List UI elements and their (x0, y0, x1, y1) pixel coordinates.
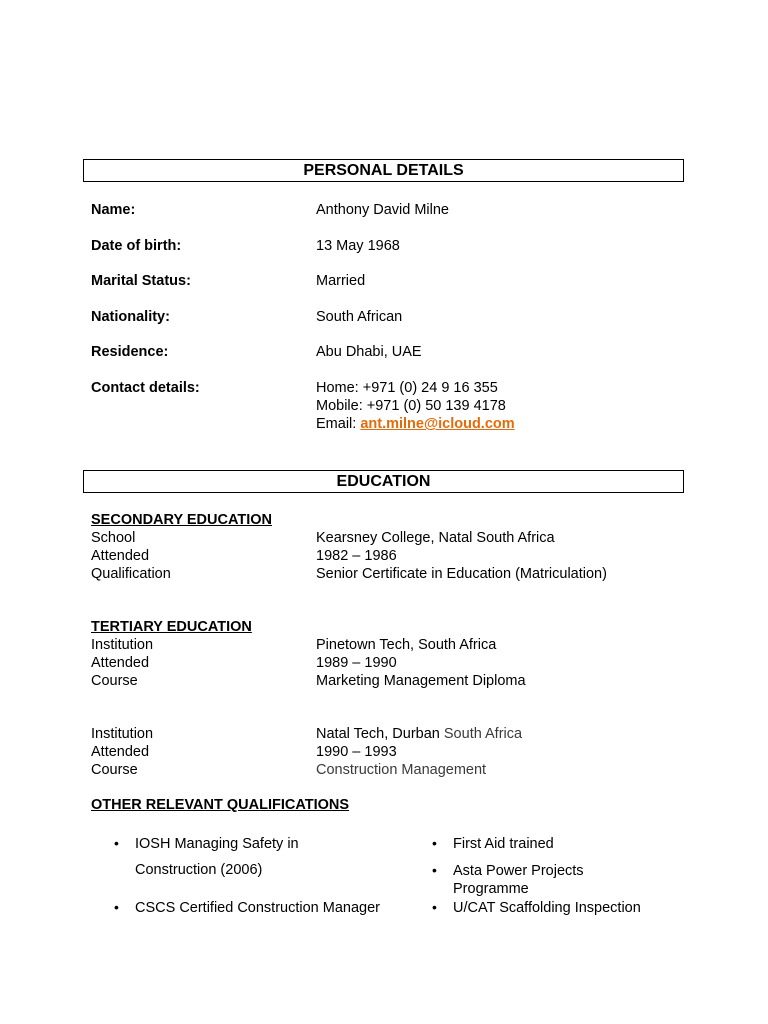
dob-value: 13 May 1968 (316, 238, 400, 254)
attended-2-label: Attended (91, 744, 150, 760)
course-2-label: Course (91, 762, 138, 778)
dob-label: Date of birth: (91, 238, 182, 254)
attended-2-value: 1990 – 1993 (316, 744, 397, 760)
home-phone: Home: +971 (0) 24 9 16 355 (316, 380, 498, 396)
residence-value: Abu Dhabi, UAE (316, 344, 422, 360)
bullet-icon: • (432, 835, 437, 851)
name-value: Anthony David Milne (316, 202, 449, 218)
tertiary-education-heading: TERTIARY EDUCATION (91, 619, 252, 635)
secondary-education-heading: SECONDARY EDUCATION (91, 512, 272, 528)
tertiary-attended-value: 1989 – 1990 (316, 655, 397, 671)
secondary-attended-label: Attended (91, 548, 150, 564)
list-item (453, 835, 554, 853)
list-item-text: CSCS Certified Construction Manager (135, 900, 380, 916)
list-item (453, 862, 584, 898)
bullet-icon: • (432, 899, 437, 915)
personal-details-heading: PERSONAL DETAILS (83, 159, 684, 182)
list-item-text: First Aid trained (453, 836, 554, 852)
other-qualifications-heading: OTHER RELEVANT QUALIFICATIONS (91, 797, 350, 813)
institution-2-value (316, 726, 522, 742)
list-item-text: U/CAT Scaffolding Inspection (453, 900, 641, 916)
contact-details-label: Contact details: (91, 380, 200, 396)
list-item-text: Asta Power Projects (453, 863, 584, 879)
list-item (135, 899, 380, 917)
list-item (135, 835, 299, 879)
course-2-value: Construction Management (316, 762, 487, 778)
bullet-icon: • (114, 835, 119, 851)
institution-value: Pinetown Tech, South Africa (316, 637, 497, 653)
secondary-attended-value: 1982 – 1986 (316, 548, 397, 564)
school-value: Kearsney College, Natal South Africa (316, 530, 555, 546)
qualification-value: Senior Certificate in Education (Matriculation) (316, 566, 607, 582)
list-item-text: Construction (2006) (135, 862, 263, 878)
institution-2-country: South Africa (439, 726, 523, 742)
list-item-text: IOSH Managing Safety in (135, 836, 299, 852)
marital-status-label: Marital Status: (91, 273, 191, 289)
email-link[interactable]: ant.milne@icloud.com (360, 416, 515, 432)
institution-2-name: Natal Tech, Durban (316, 726, 440, 742)
qualification-label: Qualification (91, 566, 171, 582)
email-line (316, 416, 515, 432)
education-heading: EDUCATION (83, 470, 684, 493)
school-label: School (91, 530, 136, 546)
nationality-value: South African (316, 309, 403, 325)
nationality-label: Nationality: (91, 309, 170, 325)
bullet-icon: • (432, 862, 437, 878)
course-value: Marketing Management Diploma (316, 673, 526, 689)
marital-status-value: Married (316, 273, 366, 289)
course-label: Course (91, 673, 138, 689)
name-label: Name: (91, 202, 136, 218)
email-label: Email: (316, 416, 361, 432)
institution-2-label: Institution (91, 726, 154, 742)
bullet-icon: • (114, 899, 119, 915)
residence-label: Residence: (91, 344, 169, 360)
mobile-phone: Mobile: +971 (0) 50 139 4178 (316, 398, 506, 414)
tertiary-attended-label: Attended (91, 655, 150, 671)
institution-label: Institution (91, 637, 154, 653)
list-item-text: Programme (453, 881, 529, 897)
list-item (453, 899, 641, 917)
